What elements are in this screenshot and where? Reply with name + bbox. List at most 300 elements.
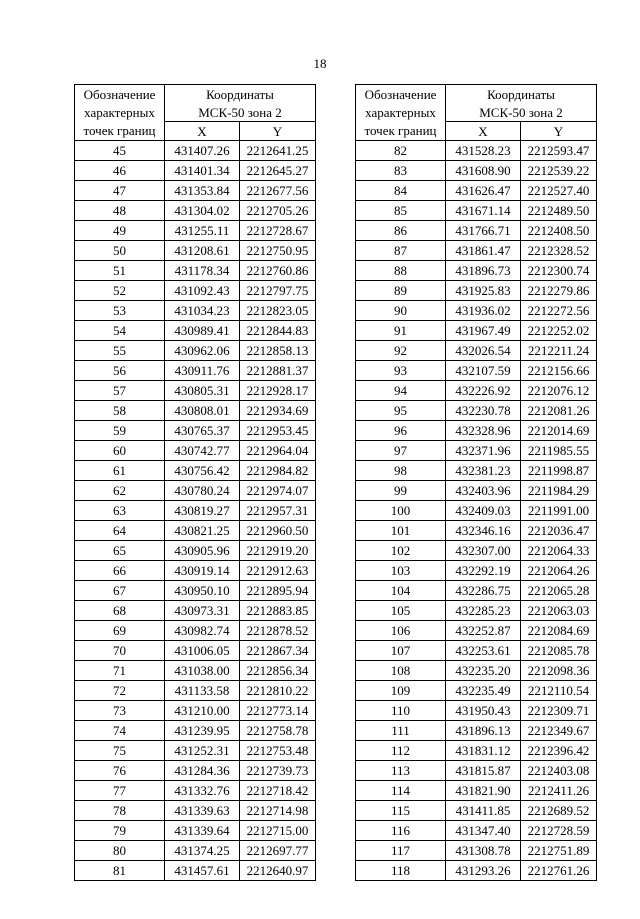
x-coordinate-cell: 430742.77 <box>165 441 240 461</box>
point-number-cell: 70 <box>75 641 165 661</box>
point-number-cell: 58 <box>75 401 165 421</box>
y-coordinate-cell: 2212760.86 <box>240 261 316 281</box>
table-row <box>75 221 316 241</box>
table-row <box>356 361 597 381</box>
table-row <box>75 481 316 501</box>
x-coordinate-cell: 431293.26 <box>446 861 521 881</box>
y-coordinate-cell: 2212881.37 <box>240 361 316 381</box>
x-coordinate-cell: 431671.14 <box>446 201 521 221</box>
x-coordinate-cell: 431815.87 <box>446 761 521 781</box>
y-coordinate-cell: 2211984.29 <box>521 481 597 501</box>
x-coordinate-cell: 430989.41 <box>165 321 240 341</box>
point-number-cell: 45 <box>75 141 165 161</box>
point-number-cell: 106 <box>356 621 446 641</box>
table-row <box>356 141 597 161</box>
table-row <box>356 521 597 541</box>
y-coordinate-cell: 2212912.63 <box>240 561 316 581</box>
table-row <box>356 281 597 301</box>
point-number-cell: 109 <box>356 681 446 701</box>
x-coordinate-cell: 432026.54 <box>446 341 521 361</box>
x-coordinate-cell: 432235.20 <box>446 661 521 681</box>
y-coordinate-cell: 2212084.69 <box>521 621 597 641</box>
x-coordinate-cell: 432381.23 <box>446 461 521 481</box>
table-row <box>356 301 597 321</box>
x-coordinate-cell: 432230.78 <box>446 401 521 421</box>
point-number-cell: 118 <box>356 861 446 881</box>
header-designation-line3: точек границ <box>75 122 165 141</box>
x-coordinate-cell: 431252.31 <box>165 741 240 761</box>
table-row <box>356 801 597 821</box>
table-row <box>356 181 597 201</box>
point-number-cell: 99 <box>356 481 446 501</box>
x-coordinate-cell: 431861.47 <box>446 241 521 261</box>
point-number-cell: 114 <box>356 781 446 801</box>
x-coordinate-cell: 431457.61 <box>165 861 240 881</box>
x-coordinate-cell: 431896.73 <box>446 261 521 281</box>
x-coordinate-cell: 431925.83 <box>446 281 521 301</box>
point-number-cell: 54 <box>75 321 165 341</box>
y-coordinate-cell: 2212878.52 <box>240 621 316 641</box>
x-coordinate-cell: 430962.06 <box>165 341 240 361</box>
header-y: Y <box>240 122 316 141</box>
point-number-cell: 59 <box>75 421 165 441</box>
header-coordinates-line1: Координаты <box>446 85 597 104</box>
point-number-cell: 83 <box>356 161 446 181</box>
x-coordinate-cell: 431284.36 <box>165 761 240 781</box>
point-number-cell: 85 <box>356 201 446 221</box>
table-row <box>75 361 316 381</box>
y-coordinate-cell: 2212063.03 <box>521 601 597 621</box>
table-row <box>356 661 597 681</box>
table-row <box>75 401 316 421</box>
table-row <box>356 781 597 801</box>
y-coordinate-cell: 2212489.50 <box>521 201 597 221</box>
table-row <box>75 321 316 341</box>
y-coordinate-cell: 2212797.75 <box>240 281 316 301</box>
x-coordinate-cell: 432328.96 <box>446 421 521 441</box>
point-number-cell: 71 <box>75 661 165 681</box>
table-row <box>356 741 597 761</box>
table-row <box>75 141 316 161</box>
x-coordinate-cell: 431347.40 <box>446 821 521 841</box>
header-coordinates-line1: Координаты <box>165 85 316 104</box>
point-number-cell: 107 <box>356 641 446 661</box>
point-number-cell: 49 <box>75 221 165 241</box>
y-coordinate-cell: 2212728.59 <box>521 821 597 841</box>
table-row <box>356 541 597 561</box>
point-number-cell: 103 <box>356 561 446 581</box>
x-coordinate-cell: 431528.23 <box>446 141 521 161</box>
table-row <box>75 781 316 801</box>
table-row <box>356 421 597 441</box>
x-coordinate-cell: 430973.31 <box>165 601 240 621</box>
point-number-cell: 98 <box>356 461 446 481</box>
y-coordinate-cell: 2212758.78 <box>240 721 316 741</box>
table-row <box>75 761 316 781</box>
y-coordinate-cell: 2212844.83 <box>240 321 316 341</box>
y-coordinate-cell: 2212964.04 <box>240 441 316 461</box>
table-row <box>75 841 316 861</box>
y-coordinate-cell: 2212753.48 <box>240 741 316 761</box>
x-coordinate-cell: 431006.05 <box>165 641 240 661</box>
point-number-cell: 67 <box>75 581 165 601</box>
y-coordinate-cell: 2212645.27 <box>240 161 316 181</box>
table-row <box>356 221 597 241</box>
point-number-cell: 57 <box>75 381 165 401</box>
table-row <box>75 721 316 741</box>
point-number-cell: 47 <box>75 181 165 201</box>
x-coordinate-cell: 430821.25 <box>165 521 240 541</box>
point-number-cell: 74 <box>75 721 165 741</box>
point-number-cell: 51 <box>75 261 165 281</box>
x-coordinate-cell: 431208.61 <box>165 241 240 261</box>
point-number-cell: 92 <box>356 341 446 361</box>
y-coordinate-cell: 2212300.74 <box>521 261 597 281</box>
point-number-cell: 79 <box>75 821 165 841</box>
x-coordinate-cell: 431401.34 <box>165 161 240 181</box>
table-row <box>75 421 316 441</box>
x-coordinate-cell: 432346.16 <box>446 521 521 541</box>
x-coordinate-cell: 430950.10 <box>165 581 240 601</box>
x-coordinate-cell: 431239.95 <box>165 721 240 741</box>
header-coordinates-line2: МСК-50 зона 2 <box>165 103 316 122</box>
table-row <box>75 701 316 721</box>
x-coordinate-cell: 431831.12 <box>446 741 521 761</box>
y-coordinate-cell: 2212641.25 <box>240 141 316 161</box>
table-row <box>75 501 316 521</box>
table-row <box>356 601 597 621</box>
x-coordinate-cell: 430805.31 <box>165 381 240 401</box>
x-coordinate-cell: 431038.00 <box>165 661 240 681</box>
x-coordinate-cell: 430756.42 <box>165 461 240 481</box>
x-coordinate-cell: 431339.63 <box>165 801 240 821</box>
point-number-cell: 80 <box>75 841 165 861</box>
table-row <box>75 601 316 621</box>
coordinates-table-left <box>74 84 316 881</box>
x-coordinate-cell: 430911.76 <box>165 361 240 381</box>
y-coordinate-cell: 2212064.33 <box>521 541 597 561</box>
x-coordinate-cell: 431339.64 <box>165 821 240 841</box>
table-row <box>75 381 316 401</box>
x-coordinate-cell: 431950.43 <box>446 701 521 721</box>
point-number-cell: 61 <box>75 461 165 481</box>
table-row <box>75 541 316 561</box>
x-coordinate-cell: 430819.27 <box>165 501 240 521</box>
table-row <box>75 261 316 281</box>
y-coordinate-cell: 2212856.34 <box>240 661 316 681</box>
table-row <box>356 381 597 401</box>
table-row <box>75 161 316 181</box>
x-coordinate-cell: 432252.87 <box>446 621 521 641</box>
point-number-cell: 62 <box>75 481 165 501</box>
table-row <box>75 181 316 201</box>
y-coordinate-cell: 2212953.45 <box>240 421 316 441</box>
y-coordinate-cell: 2212064.26 <box>521 561 597 581</box>
x-coordinate-cell: 431411.85 <box>446 801 521 821</box>
y-coordinate-cell: 2212867.34 <box>240 641 316 661</box>
point-number-cell: 63 <box>75 501 165 521</box>
table-row <box>356 581 597 601</box>
x-coordinate-cell: 431407.26 <box>165 141 240 161</box>
table-row <box>75 581 316 601</box>
x-coordinate-cell: 431821.90 <box>446 781 521 801</box>
y-coordinate-cell: 2212697.77 <box>240 841 316 861</box>
point-number-cell: 84 <box>356 181 446 201</box>
table-row <box>75 861 316 881</box>
y-coordinate-cell: 2212858.13 <box>240 341 316 361</box>
point-number-cell: 76 <box>75 761 165 781</box>
x-coordinate-cell: 431304.02 <box>165 201 240 221</box>
point-number-cell: 116 <box>356 821 446 841</box>
y-coordinate-cell: 2212081.26 <box>521 401 597 421</box>
table-row <box>75 241 316 261</box>
table-row <box>75 341 316 361</box>
table-row <box>75 281 316 301</box>
x-coordinate-cell: 431896.13 <box>446 721 521 741</box>
y-coordinate-cell: 2212714.98 <box>240 801 316 821</box>
y-coordinate-cell: 2212739.73 <box>240 761 316 781</box>
table-row <box>75 301 316 321</box>
point-number-cell: 89 <box>356 281 446 301</box>
x-coordinate-cell: 431210.00 <box>165 701 240 721</box>
table-row <box>75 201 316 221</box>
table-row <box>356 701 597 721</box>
y-coordinate-cell: 2212728.67 <box>240 221 316 241</box>
table-row <box>75 681 316 701</box>
point-number-cell: 105 <box>356 601 446 621</box>
x-coordinate-cell: 432307.00 <box>446 541 521 561</box>
table-row <box>356 441 597 461</box>
table-row <box>75 441 316 461</box>
point-number-cell: 108 <box>356 661 446 681</box>
y-coordinate-cell: 2212677.56 <box>240 181 316 201</box>
point-number-cell: 75 <box>75 741 165 761</box>
point-number-cell: 60 <box>75 441 165 461</box>
point-number-cell: 55 <box>75 341 165 361</box>
x-coordinate-cell: 431308.78 <box>446 841 521 861</box>
point-number-cell: 115 <box>356 801 446 821</box>
y-coordinate-cell: 2212928.17 <box>240 381 316 401</box>
table-row <box>356 681 597 701</box>
point-number-cell: 52 <box>75 281 165 301</box>
y-coordinate-cell: 2212156.66 <box>521 361 597 381</box>
y-coordinate-cell: 2212403.08 <box>521 761 597 781</box>
y-coordinate-cell: 2212065.28 <box>521 581 597 601</box>
header-coordinates-line2: МСК-50 зона 2 <box>446 103 597 122</box>
y-coordinate-cell: 2212252.02 <box>521 321 597 341</box>
y-coordinate-cell: 2212810.22 <box>240 681 316 701</box>
y-coordinate-cell: 2212895.94 <box>240 581 316 601</box>
table-body-right <box>356 141 597 881</box>
y-coordinate-cell: 2211991.00 <box>521 501 597 521</box>
x-coordinate-cell: 431967.49 <box>446 321 521 341</box>
header-designation-line3: точек границ <box>356 122 446 141</box>
point-number-cell: 72 <box>75 681 165 701</box>
header-designation-line1: Обозначение <box>356 85 446 104</box>
y-coordinate-cell: 2212960.50 <box>240 521 316 541</box>
table-row <box>356 501 597 521</box>
x-coordinate-cell: 430780.24 <box>165 481 240 501</box>
y-coordinate-cell: 2212396.42 <box>521 741 597 761</box>
point-number-cell: 100 <box>356 501 446 521</box>
point-number-cell: 94 <box>356 381 446 401</box>
point-number-cell: 50 <box>75 241 165 261</box>
point-number-cell: 56 <box>75 361 165 381</box>
y-coordinate-cell: 2212718.42 <box>240 781 316 801</box>
y-coordinate-cell: 2212823.05 <box>240 301 316 321</box>
table-row <box>356 261 597 281</box>
x-coordinate-cell: 430905.96 <box>165 541 240 561</box>
table-row <box>356 461 597 481</box>
point-number-cell: 91 <box>356 321 446 341</box>
coordinates-table-right <box>355 84 597 881</box>
table-row <box>356 341 597 361</box>
x-coordinate-cell: 432253.61 <box>446 641 521 661</box>
point-number-cell: 90 <box>356 301 446 321</box>
x-coordinate-cell: 432403.96 <box>446 481 521 501</box>
table-row <box>356 641 597 661</box>
point-number-cell: 111 <box>356 721 446 741</box>
y-coordinate-cell: 2212919.20 <box>240 541 316 561</box>
x-coordinate-cell: 430765.37 <box>165 421 240 441</box>
table-row <box>75 801 316 821</box>
x-coordinate-cell: 431936.02 <box>446 301 521 321</box>
y-coordinate-cell: 2212328.52 <box>521 241 597 261</box>
y-coordinate-cell: 2212309.71 <box>521 701 597 721</box>
x-coordinate-cell: 431353.84 <box>165 181 240 201</box>
y-coordinate-cell: 2212539.22 <box>521 161 597 181</box>
y-coordinate-cell: 2212750.95 <box>240 241 316 261</box>
table-row <box>75 741 316 761</box>
point-number-cell: 64 <box>75 521 165 541</box>
table-row <box>75 621 316 641</box>
y-coordinate-cell: 2212272.56 <box>521 301 597 321</box>
x-coordinate-cell: 430808.01 <box>165 401 240 421</box>
table-row <box>75 821 316 841</box>
y-coordinate-cell: 2212705.26 <box>240 201 316 221</box>
y-coordinate-cell: 2212036.47 <box>521 521 597 541</box>
point-number-cell: 95 <box>356 401 446 421</box>
table-row <box>75 461 316 481</box>
x-coordinate-cell: 432285.23 <box>446 601 521 621</box>
x-coordinate-cell: 431332.76 <box>165 781 240 801</box>
point-number-cell: 88 <box>356 261 446 281</box>
table-row <box>356 841 597 861</box>
y-coordinate-cell: 2212689.52 <box>521 801 597 821</box>
table-row <box>356 201 597 221</box>
y-coordinate-cell: 2212211.24 <box>521 341 597 361</box>
y-coordinate-cell: 2212408.50 <box>521 221 597 241</box>
y-coordinate-cell: 2212640.97 <box>240 861 316 881</box>
point-number-cell: 97 <box>356 441 446 461</box>
table-row <box>356 721 597 741</box>
table-row <box>356 621 597 641</box>
x-coordinate-cell: 431034.23 <box>165 301 240 321</box>
header-designation-line1: Обозначение <box>75 85 165 104</box>
x-coordinate-cell: 432286.75 <box>446 581 521 601</box>
y-coordinate-cell: 2212085.78 <box>521 641 597 661</box>
point-number-cell: 78 <box>75 801 165 821</box>
y-coordinate-cell: 2212773.14 <box>240 701 316 721</box>
x-coordinate-cell: 432107.59 <box>446 361 521 381</box>
x-coordinate-cell: 431766.71 <box>446 221 521 241</box>
header-x: X <box>446 122 521 141</box>
x-coordinate-cell: 431608.90 <box>446 161 521 181</box>
y-coordinate-cell: 2212761.26 <box>521 861 597 881</box>
x-coordinate-cell: 432371.96 <box>446 441 521 461</box>
y-coordinate-cell: 2212715.00 <box>240 821 316 841</box>
y-coordinate-cell: 2212957.31 <box>240 501 316 521</box>
table-row <box>356 321 597 341</box>
x-coordinate-cell: 431374.25 <box>165 841 240 861</box>
point-number-cell: 68 <box>75 601 165 621</box>
y-coordinate-cell: 2211998.87 <box>521 461 597 481</box>
y-coordinate-cell: 2212934.69 <box>240 401 316 421</box>
point-number-cell: 96 <box>356 421 446 441</box>
y-coordinate-cell: 2212098.36 <box>521 661 597 681</box>
page-number: 18 <box>313 56 327 71</box>
y-coordinate-cell: 2212014.69 <box>521 421 597 441</box>
table-row <box>356 861 597 881</box>
x-coordinate-cell: 431178.34 <box>165 261 240 281</box>
point-number-cell: 69 <box>75 621 165 641</box>
point-number-cell: 66 <box>75 561 165 581</box>
x-coordinate-cell: 431133.58 <box>165 681 240 701</box>
y-coordinate-cell: 2212751.89 <box>521 841 597 861</box>
header-designation-line2: характерных <box>356 103 446 122</box>
point-number-cell: 112 <box>356 741 446 761</box>
x-coordinate-cell: 432226.92 <box>446 381 521 401</box>
table-row <box>356 761 597 781</box>
y-coordinate-cell: 2212411.26 <box>521 781 597 801</box>
y-coordinate-cell: 2212974.07 <box>240 481 316 501</box>
x-coordinate-cell: 432409.03 <box>446 501 521 521</box>
table-row <box>356 241 597 261</box>
x-coordinate-cell: 431255.11 <box>165 221 240 241</box>
table-row <box>356 481 597 501</box>
table-row <box>356 401 597 421</box>
y-coordinate-cell: 2211985.55 <box>521 441 597 461</box>
x-coordinate-cell: 432235.49 <box>446 681 521 701</box>
point-number-cell: 77 <box>75 781 165 801</box>
y-coordinate-cell: 2212279.86 <box>521 281 597 301</box>
x-coordinate-cell: 430982.74 <box>165 621 240 641</box>
point-number-cell: 87 <box>356 241 446 261</box>
table-row <box>75 561 316 581</box>
header-x: X <box>165 122 240 141</box>
header-designation-line2: характерных <box>75 103 165 122</box>
x-coordinate-cell: 432292.19 <box>446 561 521 581</box>
x-coordinate-cell: 430919.14 <box>165 561 240 581</box>
point-number-cell: 82 <box>356 141 446 161</box>
table-row <box>356 161 597 181</box>
point-number-cell: 102 <box>356 541 446 561</box>
y-coordinate-cell: 2212349.67 <box>521 721 597 741</box>
point-number-cell: 104 <box>356 581 446 601</box>
y-coordinate-cell: 2212110.54 <box>521 681 597 701</box>
header-y: Y <box>521 122 597 141</box>
y-coordinate-cell: 2212593.47 <box>521 141 597 161</box>
point-number-cell: 53 <box>75 301 165 321</box>
point-number-cell: 113 <box>356 761 446 781</box>
point-number-cell: 48 <box>75 201 165 221</box>
table-row <box>356 821 597 841</box>
point-number-cell: 65 <box>75 541 165 561</box>
point-number-cell: 73 <box>75 701 165 721</box>
table-row <box>75 641 316 661</box>
y-coordinate-cell: 2212883.85 <box>240 601 316 621</box>
table-row <box>75 661 316 681</box>
